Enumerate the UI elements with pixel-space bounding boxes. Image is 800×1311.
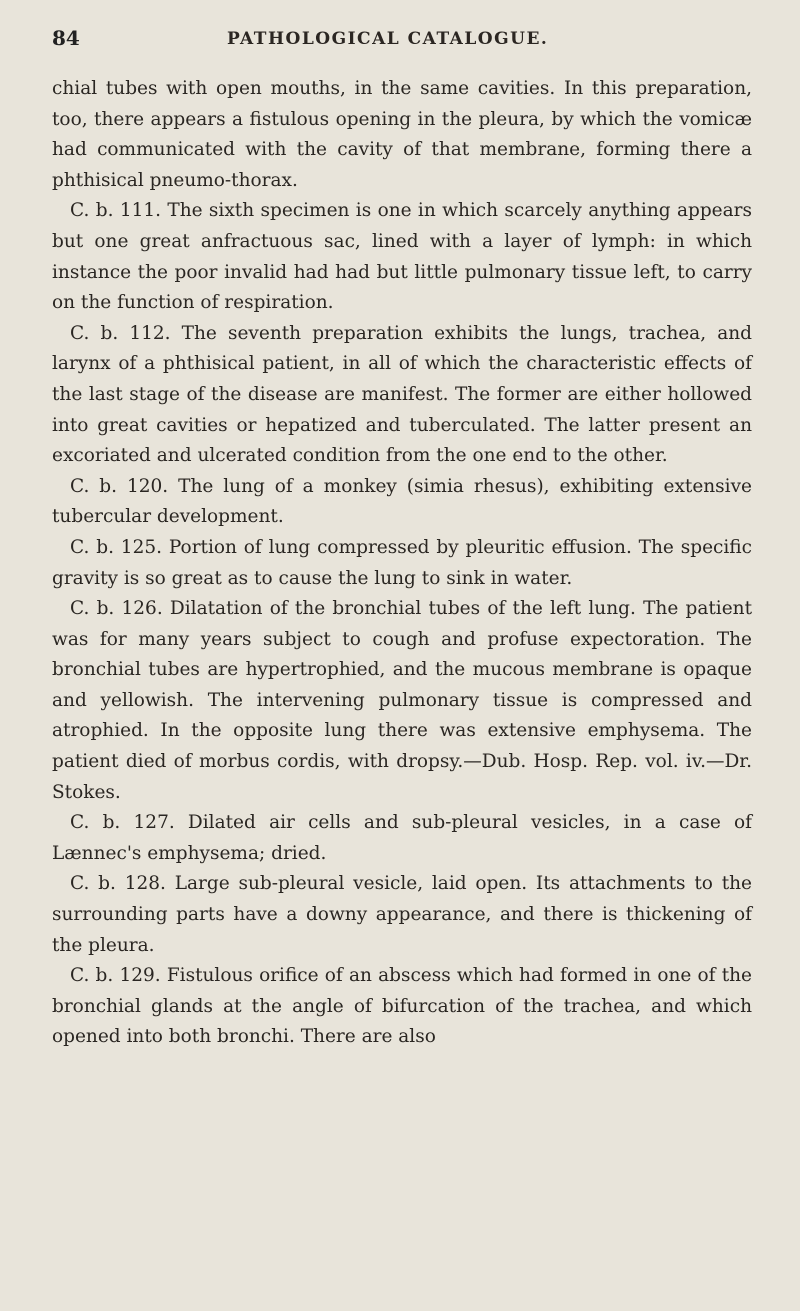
- entry-c-b-111: C. b. 111. The sixth specimen is one in which scarcely anything appears but one great anfractuous sac, lined with a layer of lymph: in which instance the poor invalid had had but little pulmonary tissue left, to carry on the function of respiration.: [52, 200, 752, 314]
- entry-c-b-128: C. b. 128. Large sub-pleural vesicle, laid open. Its attachments to the surrounding parts have a downy appearance, and there is thickening of the pleura.: [52, 873, 752, 956]
- running-head: [52, 26, 752, 54]
- entry-c-b-129: C. b. 129. Fistulous orifice of an abscess which had formed in one of the bronchial glands at the angle of bifurcation of the trachea, and which opened into both bronchi. There are also: [52, 965, 752, 1048]
- entry-c-b-126: C. b. 126. Dilatation of the bronchial tubes of the left lung. The patient was for many years subject to cough and profuse expectoration. The bronchial tubes are hypertrophied, and the mucous membrane is opaque and yellowish. The intervening pulmonary tissue is compressed and atrophied. In the opposite lung there was extensive emphysema. The patient died of morbus cordis, with dropsy.—Dub. Hosp. Rep. vol. iv.—Dr. Stokes.: [52, 598, 752, 803]
- entry-c-b-127: C. b. 127. Dilated air cells and sub-pleural vesicles, in a case of Lænnec's emphysema; dried.: [52, 812, 752, 864]
- entry-c-b-120: C. b. 120. The lung of a monkey (simia rhesus), exhibiting extensive tubercular development.: [52, 475, 752, 528]
- running-title: PATHOLOGICAL CATALOGUE.: [227, 29, 549, 49]
- page-number: 84: [52, 26, 80, 50]
- entry-c-b-112: C. b. 112. The seventh preparation exhibits the lungs, trachea, and larynx of a phthisical patient, in all of which the characteristic effects of the last stage of the disease are manifest. The former are either hollowed into great cavities or hepatized and tuberculated. The latter present an excoriated and ulcerated condition from the one end to the other.: [52, 322, 752, 467]
- body-text: [52, 74, 752, 1053]
- paragraph-continuation: chial tubes with open mouths, in the same cavities. In this preparation, too, there appears a fistulous opening in the pleura, by which the vomicæ had communicated with the cavity of that membrane, forming there a phthisical pneumo-thorax.: [52, 78, 752, 191]
- entry-c-b-125: C. b. 125. Portion of lung compressed by pleuritic effusion. The specific gravity is so great as to cause the lung to sink in water.: [52, 536, 752, 589]
